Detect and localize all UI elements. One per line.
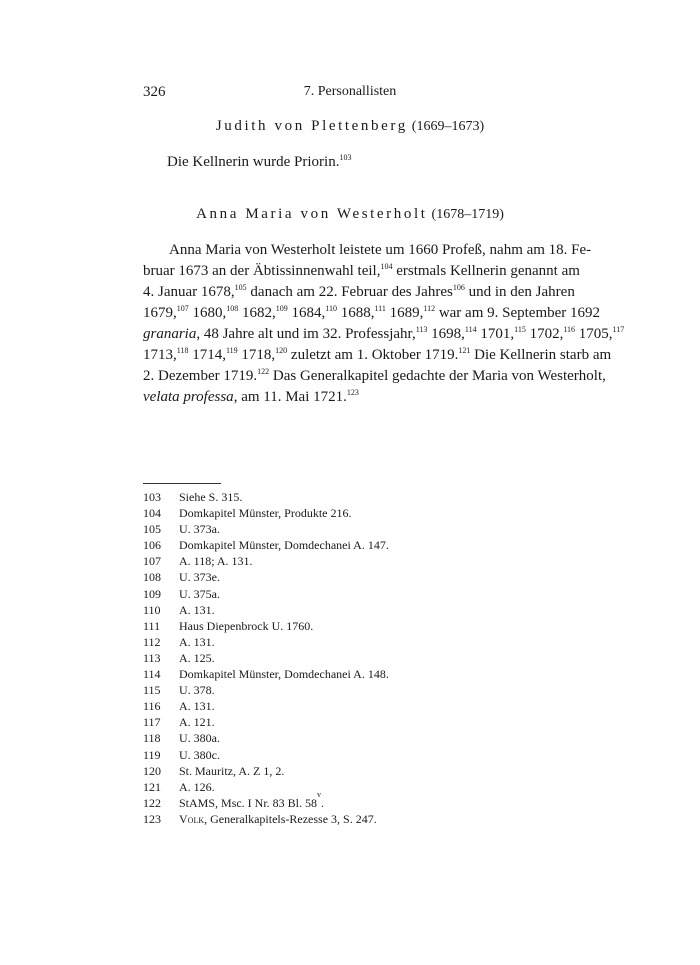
footnote-number: 122 <box>143 795 161 810</box>
footnote-ref: 114 <box>464 325 477 334</box>
footnote-item <box>143 634 563 650</box>
footnote-item <box>143 779 563 795</box>
footnote-separator <box>143 483 221 484</box>
footnote-text: A. 131. <box>179 602 215 617</box>
footnote-text: StAMS, Msc. I Nr. 83 Bl. 58 <box>179 795 318 810</box>
footnote-text: , Generalkapitels-Rezesse 3, S. 247. <box>204 811 377 826</box>
section-heading-anna-maria <box>0 206 700 223</box>
footnote-number: 115 <box>143 683 161 698</box>
footnote-number: 112 <box>143 634 161 649</box>
footnote-ref: 121 <box>458 346 471 355</box>
footnote-text: A. 125. <box>179 650 215 665</box>
text-run: 1701, <box>476 326 515 342</box>
footnote-item <box>143 537 563 553</box>
footnote-ref: 123 <box>346 388 359 397</box>
text-run: , am 11. Mai 1721. <box>233 389 347 405</box>
heading-name: Anna Maria von Westerholt <box>196 206 428 222</box>
footnote-item <box>143 489 563 505</box>
footnote-number: 109 <box>143 586 161 601</box>
footnote-ref: 105 <box>234 283 247 292</box>
footnote-text: Haus Diepenbrock U. 1760. <box>179 618 314 633</box>
footnote-ref: 108 <box>226 304 239 313</box>
italic-term: velata professa <box>143 389 234 405</box>
footnote-text: A. 121. <box>179 715 215 730</box>
text-run: , 48 Jahre alt und im 32. Professjahr, <box>196 326 416 342</box>
text-run: 1684, <box>287 305 326 321</box>
text-run: 1679, <box>143 305 177 321</box>
footnote-number: 111 <box>143 618 161 633</box>
footnote-text: Domkapitel Münster, Domdechanei A. 147. <box>179 538 389 553</box>
footnote-ref: 115 <box>514 325 526 334</box>
author-smallcaps: Volk <box>179 811 205 826</box>
footnote-ref: 103 <box>339 153 352 162</box>
footnote-number: 118 <box>143 731 161 746</box>
heading-years: (1678–1719) <box>431 207 504 222</box>
footnote-text: A. 118; A. 131. <box>179 554 253 569</box>
footnote-item <box>143 505 563 521</box>
footnote-ref: 111 <box>374 304 386 313</box>
paragraph-line <box>143 261 580 282</box>
paragraph-text: Die Kellnerin wurde Priorin. <box>167 154 340 170</box>
footnote-item <box>143 714 563 730</box>
footnote-text: A. 131. <box>179 699 215 714</box>
text-run: 1705, <box>575 326 613 342</box>
text-run: Die Kellnerin starb am <box>470 347 612 363</box>
page-number: 326 <box>143 84 166 100</box>
footnote-text: A. 126. <box>179 779 215 794</box>
footnote-item <box>143 747 563 763</box>
footnote-number: 107 <box>143 554 161 569</box>
footnote-text: Siehe S. 315. <box>179 490 243 504</box>
footnote-text: A. 131. <box>179 634 215 649</box>
footnote-item <box>143 763 563 779</box>
footnote-number: 119 <box>143 747 161 762</box>
footnote-number: 110 <box>143 602 161 617</box>
paragraph-line <box>143 366 606 387</box>
footnote-number: 120 <box>143 763 161 778</box>
footnote-superscript: v <box>317 789 322 799</box>
text-run: 1682, <box>238 305 276 321</box>
paragraph-judith <box>143 152 554 173</box>
footnote-item <box>143 698 563 714</box>
footnote-item <box>143 666 563 682</box>
footnote-text-end: . <box>321 795 325 810</box>
text-run: 1718, <box>237 347 276 363</box>
text-run: 1702, <box>525 326 564 342</box>
footnote-text: U. 380a. <box>179 731 220 746</box>
text-run: Anna Maria von Westerholt leistete um 1660 Profeß, nahm am 18. Fe- <box>169 242 592 258</box>
paragraph-line <box>143 282 575 303</box>
footnote-number: 123 <box>143 811 161 826</box>
paragraph-anna-maria <box>143 240 625 408</box>
footnote-item <box>143 586 563 602</box>
footnote-item <box>143 650 563 666</box>
footnote-number: 117 <box>143 715 161 730</box>
footnote-ref: 104 <box>380 262 393 271</box>
paragraph-line <box>143 345 612 366</box>
footnote-text: U. 375a. <box>179 586 220 601</box>
heading-years: (1669–1673) <box>411 119 485 134</box>
text-run: 1713, <box>143 347 177 363</box>
running-head: 7. Personallisten <box>303 84 397 99</box>
footnote-number: 103 <box>143 490 161 504</box>
footnote-ref: 122 <box>257 367 270 376</box>
footnote-ref: 118 <box>176 346 189 355</box>
footnote-item <box>143 730 563 746</box>
text-run: war am 9. September 1692 <box>435 305 601 321</box>
footnote-number: 116 <box>143 699 161 714</box>
footnote-ref: 107 <box>176 304 189 313</box>
footnote-ref: 106 <box>452 283 465 292</box>
footnote-item <box>143 811 563 827</box>
paragraph-line <box>143 303 601 324</box>
text-run: 2. Dezember 1719. <box>143 368 258 384</box>
footnote-ref: 117 <box>612 325 625 334</box>
text-run: 1714, <box>188 347 226 363</box>
footnote-ref: 113 <box>415 325 428 334</box>
footnote-ref: 109 <box>275 304 288 313</box>
footnote-text: Domkapitel Münster, Domdechanei A. 148. <box>179 667 389 682</box>
text-run: 1689, <box>385 305 424 321</box>
footnote-number: 114 <box>143 667 161 682</box>
footnote-ref: 110 <box>325 304 337 313</box>
text-run: und in den Jahren <box>464 284 575 300</box>
footnote-text: U. 380c. <box>179 747 220 762</box>
footnote-number: 106 <box>143 538 161 553</box>
footnote-number: 113 <box>143 650 161 665</box>
footnote-number: 104 <box>143 506 161 521</box>
text-run: bruar 1673 an der Äbtissinnenwahl teil, <box>143 263 381 279</box>
footnote-number: 105 <box>143 522 161 537</box>
paragraph-line <box>143 324 625 345</box>
footnote-text: U. 378. <box>179 683 215 698</box>
footnote-text: Domkapitel Münster, Produkte 216. <box>179 506 352 521</box>
paragraph-line <box>143 387 554 408</box>
footnote-number: 108 <box>143 570 161 585</box>
heading-name: Judith von Plettenberg <box>215 118 408 134</box>
text-run: 1680, <box>188 305 227 321</box>
footnote-text: U. 373e. <box>179 570 220 585</box>
footnote-item <box>143 569 563 585</box>
footnote-text: U. 373a. <box>179 522 220 537</box>
italic-term: granaria <box>143 326 197 342</box>
text-run: erstmals Kellnerin genannt am <box>392 263 580 279</box>
footnote-item <box>143 789 563 811</box>
footnote-number: 121 <box>143 779 161 794</box>
text-run: 1688, <box>336 305 375 321</box>
text-run: zuletzt am 1. Oktober 1719. <box>287 347 459 363</box>
footnote-ref: 119 <box>225 346 238 355</box>
footnote-item <box>143 521 563 537</box>
text-run: danach am 22. Februar des Jahres <box>246 284 453 300</box>
footnote-text: St. Mauritz, A. Z 1, 2. <box>179 763 285 778</box>
text-run: Das Generalkapitel gedachte der Maria von Westerholt, <box>269 368 606 384</box>
footnote-item <box>143 682 563 698</box>
footnote-item <box>143 618 563 634</box>
text-run: 1698, <box>427 326 465 342</box>
paragraph-line <box>143 240 592 261</box>
footnote-list <box>143 489 563 827</box>
footnote-ref: 116 <box>563 325 576 334</box>
text-run: 4. Januar 1678, <box>143 284 235 300</box>
footnote-item <box>143 553 563 569</box>
footnote-item <box>143 602 563 618</box>
footnote-ref: 120 <box>275 346 288 355</box>
section-heading-judith <box>0 118 700 135</box>
footnote-ref: 112 <box>423 304 436 313</box>
